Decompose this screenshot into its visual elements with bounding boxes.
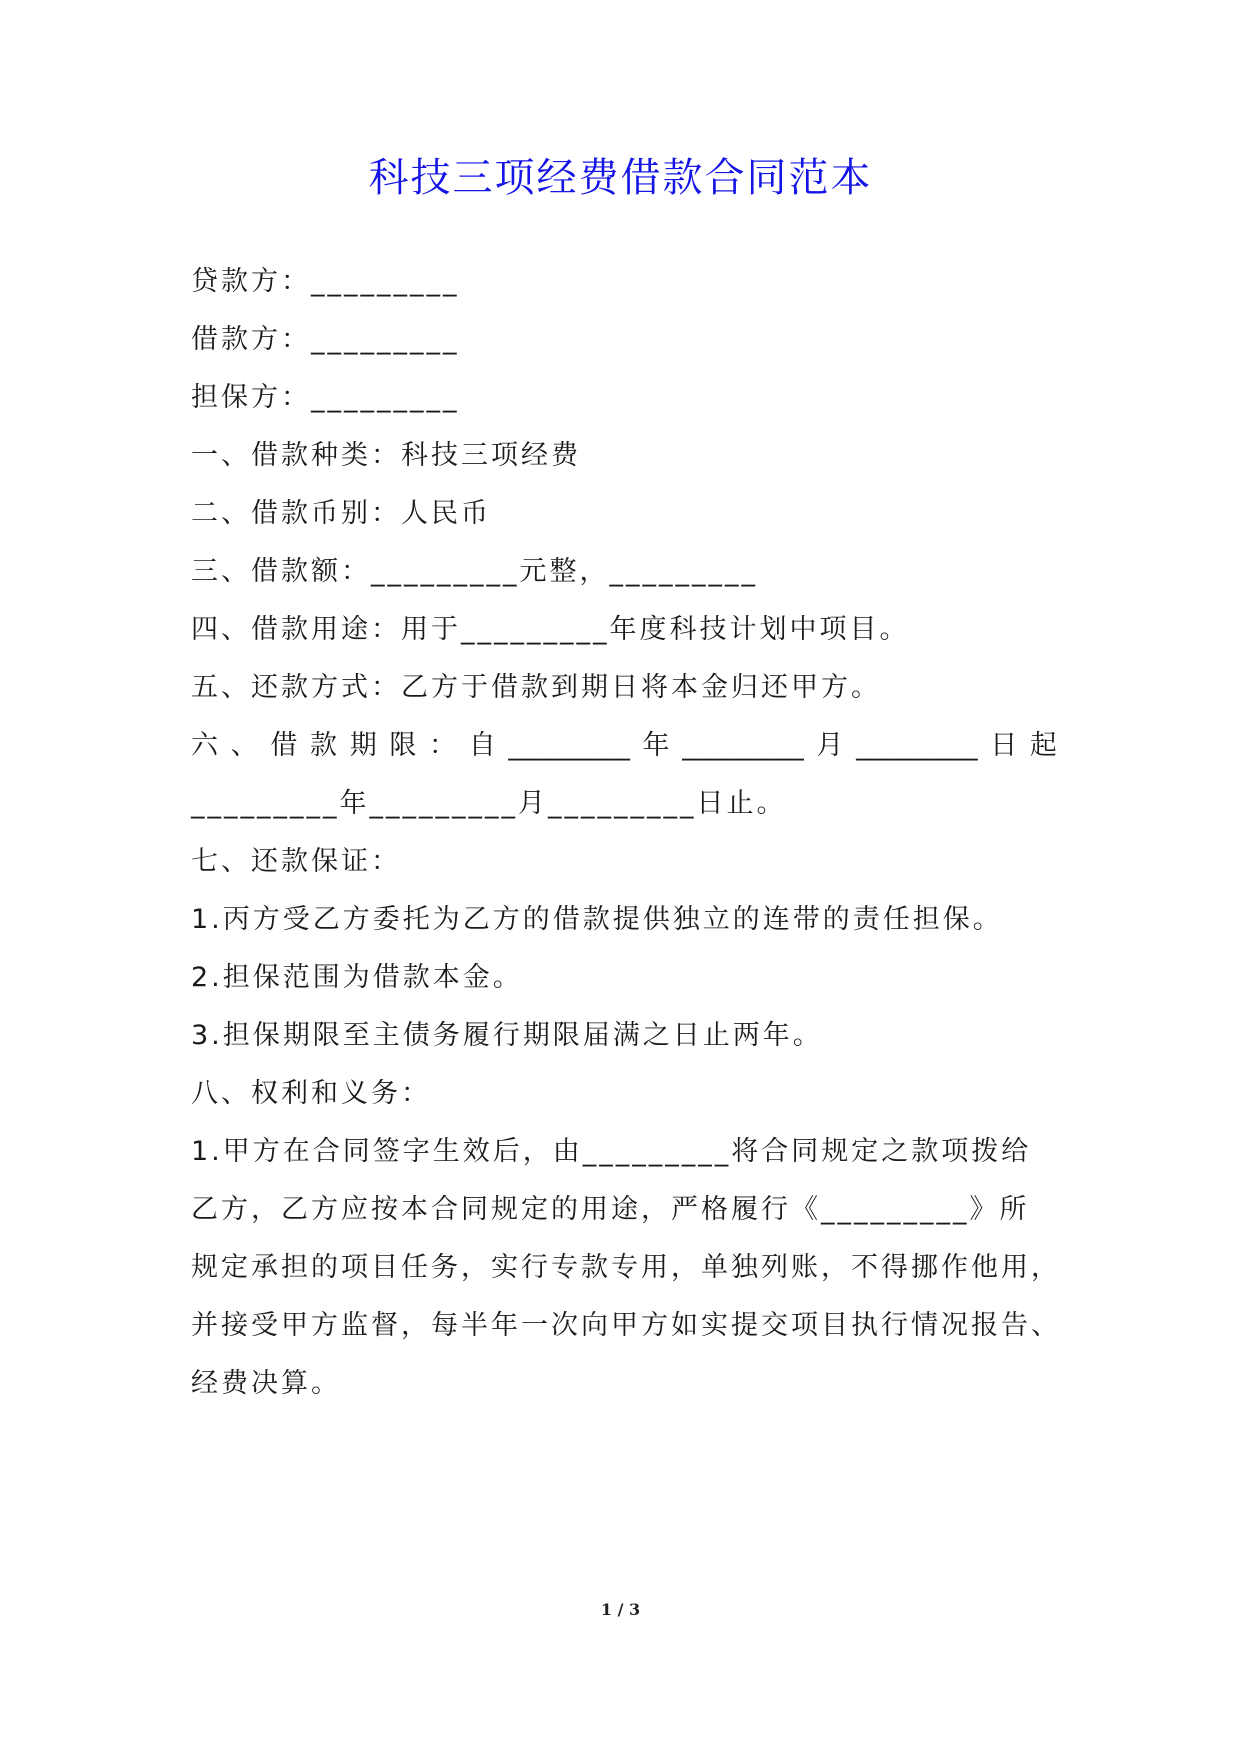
rights-item-1-line4: 并接受甲方监督，每半年一次向甲方如实提交项目执行情况报告、 xyxy=(191,1310,1061,1341)
rights-item-1-line2: 乙方，乙方应按本合同规定的用途，严格履行《_________》所 xyxy=(191,1194,1030,1225)
term-blank: _________ xyxy=(856,730,978,761)
term-part: 限 xyxy=(389,730,417,761)
term-part: 起 xyxy=(1029,730,1057,761)
term-part: ： xyxy=(429,730,457,761)
term-part: 期 xyxy=(349,730,377,761)
term-blank: _________ xyxy=(508,730,630,761)
term-part: 六 xyxy=(191,730,218,761)
rights-item-1-line1: 1.甲方在合同签字生效后，由_________将合同规定之款项拨给 xyxy=(191,1136,1032,1167)
clause-purpose: 四、借款用途：用于_________年度科技计划中项目。 xyxy=(191,614,910,645)
guarantee-item-2: 2.担保范围为借款本金。 xyxy=(191,962,523,993)
page-indicator: 1 / 3 xyxy=(600,1600,641,1619)
clause-term-line1 xyxy=(191,726,1057,766)
term-blank: _________ xyxy=(682,730,804,761)
guarantee-item-3: 3.担保期限至主债务履行期限届满之日止两年。 xyxy=(191,1020,823,1051)
term-part: 借 xyxy=(270,730,298,761)
clause-amount: 三、借款额：_________元整，_________ xyxy=(191,556,758,587)
lender-line: 贷款方：_________ xyxy=(191,266,460,297)
term-part: 款 xyxy=(310,730,338,761)
term-part: 日 xyxy=(990,730,1018,761)
clause-repayment: 五、还款方式：乙方于借款到期日将本金归还甲方。 xyxy=(191,672,881,703)
guarantee-item-1: 1.丙方受乙方委托为乙方的借款提供独立的连带的责任担保。 xyxy=(191,904,1003,935)
term-part: 年 xyxy=(642,730,670,761)
clause-currency: 二、借款币别：人民币 xyxy=(191,498,491,529)
term-part: 月 xyxy=(816,730,844,761)
guarantor-line: 担保方：_________ xyxy=(191,382,460,413)
borrower-line: 借款方：_________ xyxy=(191,324,460,355)
clause-guarantee-heading: 七、还款保证： xyxy=(191,846,401,877)
clause-loan-type: 一、借款种类：科技三项经费 xyxy=(191,440,581,471)
rights-item-1-line3: 规定承担的项目任务，实行专款专用，单独列账，不得挪作他用， xyxy=(191,1252,1061,1283)
document-title: 科技三项经费借款合同范本 xyxy=(368,155,873,201)
term-part: 自 xyxy=(468,730,496,761)
clause-rights-heading: 八、权利和义务： xyxy=(191,1078,431,1109)
rights-item-1-line5: 经费决算。 xyxy=(191,1368,341,1399)
term-part: 、 xyxy=(230,730,258,761)
clause-term-line2: _________年_________月_________日止。 xyxy=(191,788,787,819)
